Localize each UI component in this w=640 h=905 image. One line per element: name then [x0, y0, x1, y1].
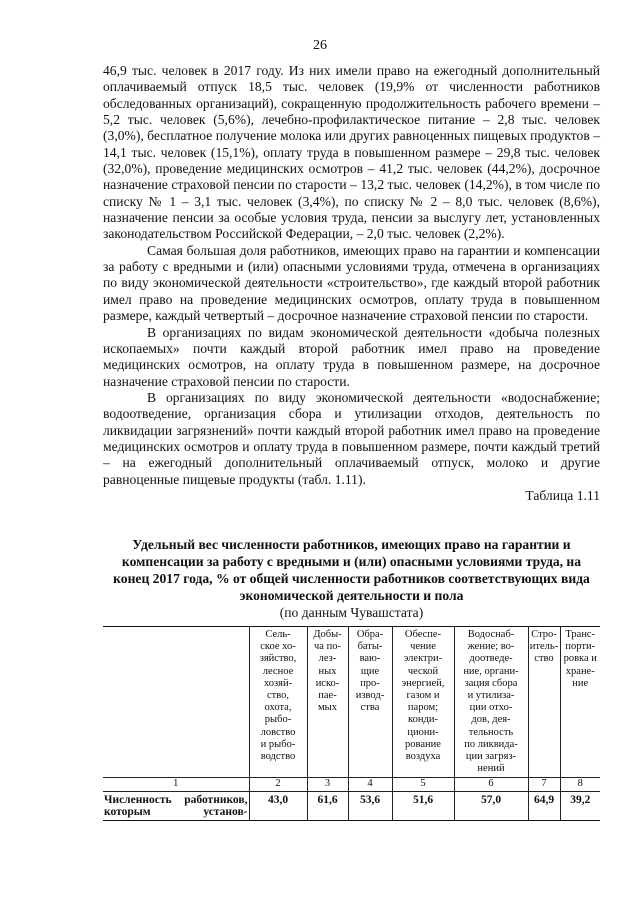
header-cell: Сель- ское хо- зяйство, лесное хозяй- ство, охота, рыбо- ловство и рыбо- водство	[249, 627, 307, 778]
cell: 51,6	[392, 791, 454, 820]
cell: 61,6	[307, 791, 348, 820]
header-cell: Обра- баты- ваю- щие про- извод- ства	[348, 627, 392, 778]
column-number: 5	[392, 778, 454, 791]
header-cell: Добы- ча по- лез- ных иско- пае- мых	[307, 627, 348, 778]
column-number: 8	[560, 778, 600, 791]
column-number: 4	[348, 778, 392, 791]
table-label: Таблица 1.11	[525, 487, 600, 503]
page-number: 26	[313, 38, 327, 53]
row-label: Численность работников, которым установ-	[103, 791, 249, 820]
cell: 39,2	[560, 791, 600, 820]
header-cell: Водоснаб- жение; во- доотведе- ние, органи- зация сбора и утилиза- ции отхо- дов, дея- тельность по ликвида- ции загряз- нений	[454, 627, 528, 778]
table-title-block	[103, 536, 600, 621]
table-header-row	[103, 627, 600, 778]
column-number: 6	[454, 778, 528, 791]
data-table	[103, 626, 600, 821]
table-row	[103, 791, 600, 820]
paragraph: В организациях по виду экономической деятельности «водоснабжение; водоотведение, организация сбора и утилизации отходов, деятельность по ликвидации загрязнений» почти каждый второй работник имел право на проведение медицинских осмотров и оплату труда в повышенном размере, почти каждый третий – на ежегодный дополнительный оплачиваемый отпуск, молоко и другие равноценные пищевые продукты (табл. 1.11).	[103, 389, 600, 487]
header-cell: Обеспе- чение электри- ческой энергией, газом и паром; конди- циони- рование воздуха	[392, 627, 454, 778]
column-number: 1	[103, 778, 249, 791]
header-cell: Транс- порти- ровка и хране- ние	[560, 627, 600, 778]
cell: 53,6	[348, 791, 392, 820]
paragraph: Самая большая доля работников, имеющих право на гарантии и компенсации за работу с вредными и (или) опасными условиями труда, отмечена в организациях по виду экономической деятельности «строительство», где каждый второй работник имел право на проведение медицинских осмотров, оплату труда в повышенном размере, каждый четвертый – досрочное назначение страховой пенсии по старости.	[103, 242, 600, 324]
header-cell: Стро- итель- ство	[528, 627, 560, 778]
column-number: 2	[249, 778, 307, 791]
table-source: (по данным Чувашстата)	[279, 605, 424, 620]
cell: 57,0	[454, 791, 528, 820]
column-number: 3	[307, 778, 348, 791]
paragraph: В организациях по видам экономической деятельности «добыча полезных ископаемых» почти каждый второй работник имел право на проведение медицинских осмотров, на оплату труда в повышенном размере, на досрочное назначение страховой пенсии по старости.	[103, 324, 600, 389]
cell: 43,0	[249, 791, 307, 820]
column-number-row	[103, 778, 600, 791]
header-cell	[103, 627, 249, 778]
paragraph: 46,9 тыс. человек в 2017 году. Из них имели право на ежегодный дополнительный оплачиваемый отпуск 18,5 тыс. человек (19,9% от численности работников обследованных организаций), сокращенную продолжительность рабочего времени – 5,2 тыс. человек (5,6%), лечебно-профилактическое питание – 2,8 тыс. человек (3,0%), бесплатное получение молока или других равноценных пищевых продуктов – 14,1 тыс. человек (15,1%), оплату труда в повышенном размере – 29,8 тыс. человек (32,0%), проведение медицинских осмотров – 41,2 тыс. человек (44,2%), досрочное назначение страховой пенсии по старости – 13,2 тыс. человек (14,2%), в том числе по списку № 1 – 3,1 тыс. человек (3,4%), по списку № 2 – 8,0 тыс. человек (8,6%), назначение пенсии за особые условия труда, пенсии за выслугу лет, установленных законодательством Российской Федерации, – 2,0 тыс. человек (2,2%).	[103, 63, 600, 242]
cell: 64,9	[528, 791, 560, 820]
column-number: 7	[528, 778, 560, 791]
body-text	[103, 63, 600, 504]
table-title: Удельный вес численности работников, имеющих право на гарантии и компенсации за работу с вредными и (или) опасными условиями труда, на конец 2017 года, % от общей численности работников соответствующих вида экономической деятельности и пола	[113, 537, 590, 603]
